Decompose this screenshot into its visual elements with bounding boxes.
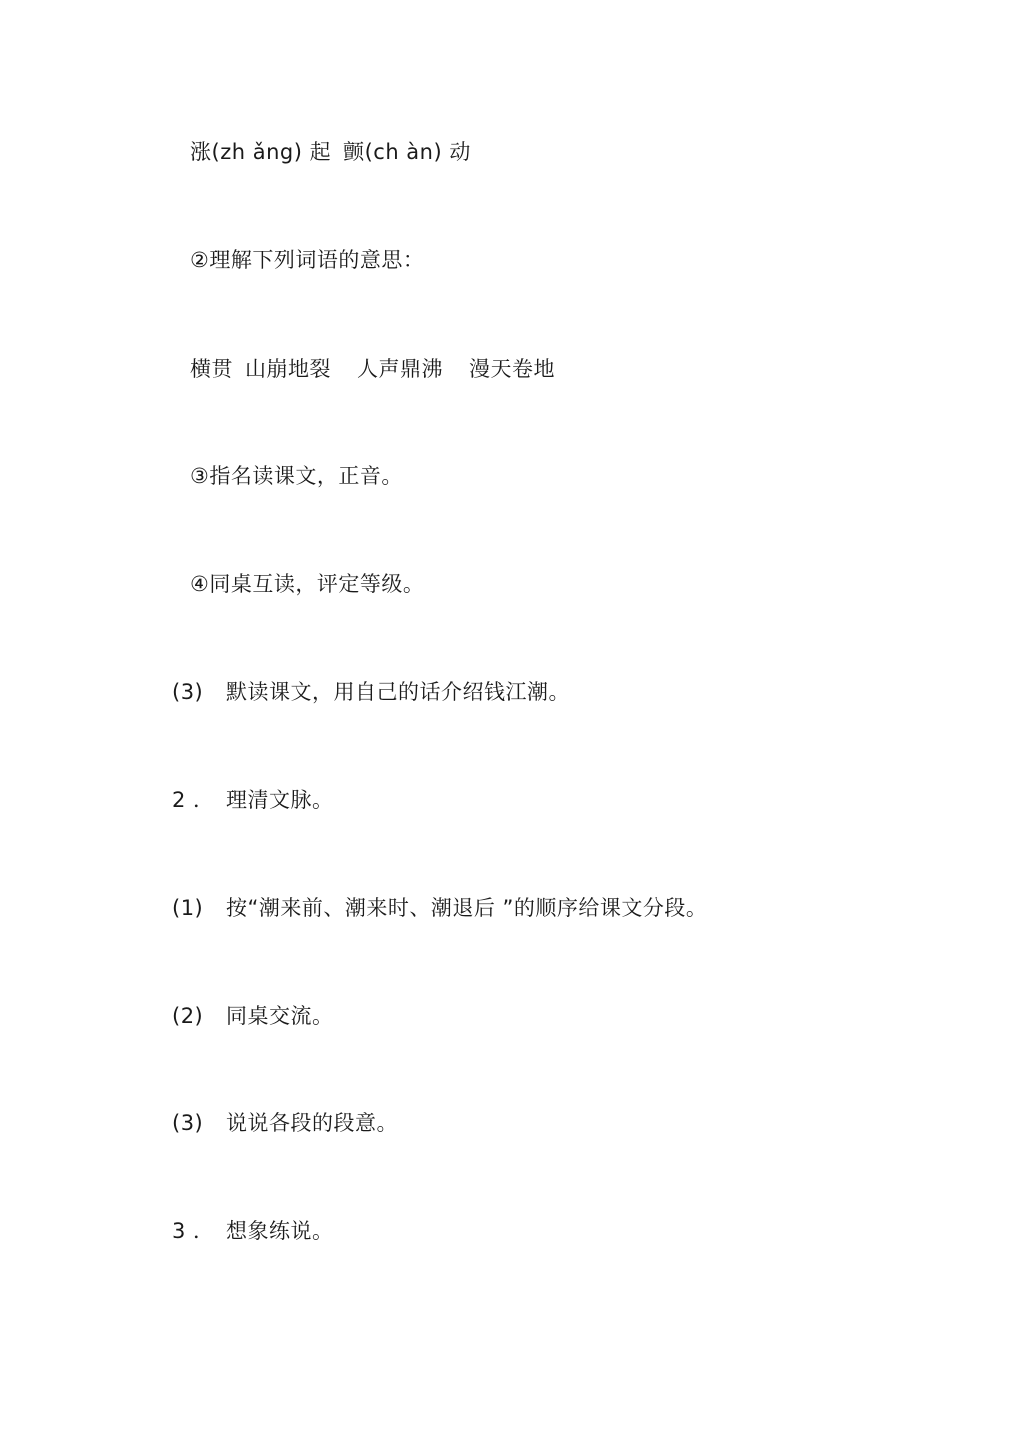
list-item-number: (2) [172,1004,204,1028]
list-item [172,1001,334,1031]
pinyin-word-1: 涨(zh ǎng) 起 [190,140,332,164]
section-number: 2 ． [172,788,215,812]
section-heading [172,785,334,815]
list-item [172,893,707,923]
pinyin-line [190,137,471,167]
vocab-word-3: 人声鼎沸 [357,357,443,381]
list-item-number: (3) [172,1111,204,1135]
read-aloud-line: ③指名读课文，正音。 [190,464,403,488]
list-item-number: (3) [172,680,204,704]
section-title: 想象练说。 [226,1219,334,1243]
list-item-text: 按“潮来前、潮来时、潮退后 ”的顺序给课文分段。 [226,896,708,920]
section-heading [172,1216,334,1246]
list-item-number: (1) [172,896,204,920]
list-item-text: 同桌交流。 [226,1004,334,1028]
list-item-text: 默读课文，用自己的话介绍钱江潮。 [226,680,570,704]
vocab-word-4: 漫天卷地 [469,357,555,381]
vocab-word-2: 山崩地裂 [245,357,331,381]
list-item [172,1108,398,1138]
section-title: 理清文脉。 [226,788,334,812]
vocabulary-line [190,354,555,384]
understand-words-heading: ②理解下列词语的意思： [190,248,425,272]
pinyin-word-2: 颤(ch àn) 动 [343,140,471,164]
pair-read-line: ④同桌互读，评定等级。 [190,572,425,596]
section-number: 3 ． [172,1219,215,1243]
vocab-word-1: 横贯 [190,357,233,381]
list-item-text: 说说各段的段意。 [226,1111,398,1135]
list-item [172,677,570,707]
